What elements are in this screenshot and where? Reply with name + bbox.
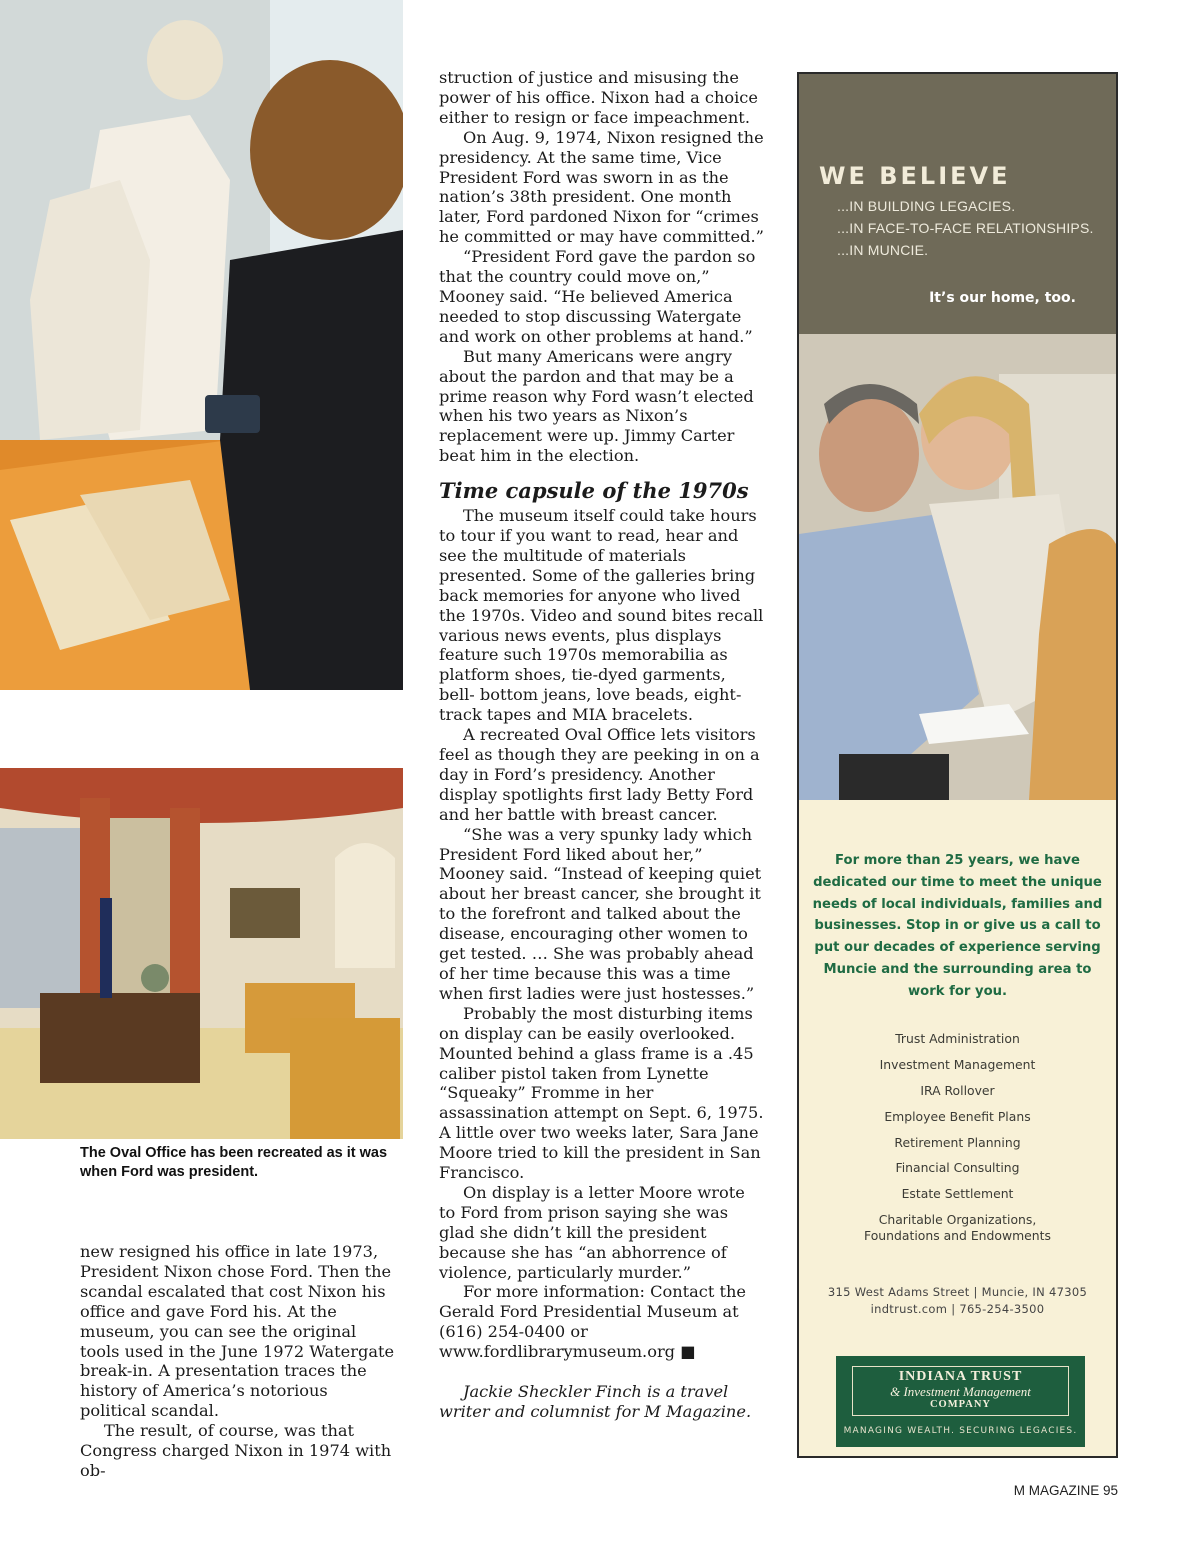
service-item: Foundations and Endowments <box>864 1228 1051 1244</box>
ad-belief-line: ...IN MUNCIE. <box>837 242 929 258</box>
article-paragraph: On Aug. 9, 1974, Nixon resigned the presidency. At the same time, Vice President Ford was sworn in as the nation’s 38th president. One month later, Ford pardoned Nixon for “crimes he committed or may have committed.” <box>439 127 764 247</box>
oval-office-photo <box>0 768 403 1139</box>
ad-info-panel <box>799 800 1116 1456</box>
article-paragraph: struction of justice and misusing the power of his office. Nixon had a choice either to resign or face impeachment. <box>439 68 758 127</box>
section-subhead: Time capsule of the 1970s <box>439 478 749 504</box>
ad-belief-line: ...IN BUILDING LEGACIES. <box>837 198 1016 214</box>
photo-caption: The Oval Office has been recreated as it was when Ford was president. <box>80 1145 388 1180</box>
ad-contact <box>799 1284 1116 1318</box>
page-folio: M MAGAZINE 95 <box>1013 1483 1118 1498</box>
ad-services-list <box>799 1026 1116 1244</box>
service-item-multiline <box>799 1207 1116 1244</box>
service-item: Estate Settlement <box>901 1186 1014 1202</box>
logo-name: INDIANA TRUST <box>898 1369 1023 1384</box>
ad-intro-text: For more than 25 years, we have dedicated our time to meet the unique needs of local individuals, families and businesses. Stop in or give us a call to put our decades of experience serving Muncie and the surrounding area to work for you. <box>812 853 1103 999</box>
oval-office-illustration <box>0 768 403 1139</box>
museum-display-photo <box>0 0 403 690</box>
logo-tagline: MANAGING WEALTH. SECURING LEGACIES. <box>843 1426 1078 1436</box>
service-item: Retirement Planning <box>894 1134 1021 1150</box>
service-item: Investment Management <box>879 1056 1036 1072</box>
article-paragraph: The museum itself could take hours to tour if you want to read, hear and see the multitude of materials presented. Some of the galleries bring back memories for anyone who lived the 1970s. Video and sound bites recall various news events, plus displays feature such 1970s memorabilia as platform shoes, tie-dyed garments, bell- bottom jeans, love beads, eight-track tapes and MIA bracelets. <box>439 506 764 725</box>
article-paragraph: On display is a letter Moore wrote to Ford from prison saying she was glad she didn’t kill the president because she has “an abhorrence of violence, particularly murder.” <box>439 1182 745 1282</box>
article-paragraph: But many Americans were angry about the pardon and that may be a prime reason why Ford wasn’t elected when his two years as Nixon’s replacement were up. Jimmy Carter beat him in the election. <box>439 346 754 466</box>
ad-web-phone-line: indtrust.com | 765-254-3500 <box>870 1302 1045 1316</box>
logo-subtitle: & Investment Management <box>890 1384 1031 1399</box>
article-paragraph: “President Ford gave the pardon so that the country could move on,” Mooney said. “He believed America needed to stop discussing Watergate and work on other problems at hand.” <box>439 247 756 346</box>
article-paragraph: new resigned his office in late 1973, President Nixon chose Ford. Then the scandal escalated that cost Nixon his office and gave Ford his. At the museum, you can see the original tools used in the June 1972 Watergate break-in. A presentation traces the history of America’s notorious political scandal. <box>80 1242 395 1421</box>
ad-photo-panel <box>799 74 1116 800</box>
article-column-middle <box>439 68 764 1422</box>
ad-headline: WE BELIEVE <box>819 162 1011 190</box>
ad-belief-line: ...IN FACE-TO-FACE RELATIONSHIPS. <box>837 220 1094 236</box>
service-item: Trust Administration <box>895 1031 1020 1046</box>
indiana-trust-advertisement <box>797 72 1118 1458</box>
ad-tagline: It’s our home, too. <box>929 290 1076 306</box>
article-paragraph: “She was a very spunky lady which President Ford liked about her,” Mooney said. “Instead of keeping quiet about her breast cancer, she brought it to the forefront and talked about the disease, encouraging other women to get tested. … She was probably ahead of her time because this was a time when first ladies were just hostesses.” <box>439 824 762 1003</box>
article-paragraph: A recreated Oval Office lets visitors feel as though they are peeking in on a day in Ford’s presidency. Another display spotlights first lady Betty Ford and her battle with breast cancer. <box>439 725 760 824</box>
service-item: Financial Consulting <box>895 1160 1020 1176</box>
logo-company: COMPANY <box>929 1399 992 1410</box>
museum-display-illustration <box>0 0 403 690</box>
article-paragraph: For more information: Contact the Gerald Ford Presidential Museum at (616) 254-0400 or www.fordlibrarymuseum.org ■ <box>439 1282 747 1362</box>
service-item: Charitable Organizations, <box>878 1212 1037 1228</box>
indiana-trust-logo <box>836 1356 1085 1447</box>
article-paragraph: The result, of course, was that Congress charged Nixon in 1974 with ob- <box>80 1421 392 1480</box>
ad-address-line: 315 West Adams Street | Muncie, IN 47305 <box>827 1285 1088 1299</box>
service-item: Employee Benefit Plans <box>884 1108 1031 1124</box>
service-item: IRA Rollover <box>920 1082 995 1098</box>
article-column-left <box>80 1242 395 1481</box>
article-paragraph: Probably the most disturbing items on display can be easily overlooked. Mounted behind a glass frame is a .45 caliber pistol taken from Lynette “Squeaky” Fromme in her assassination attempt on Sept. 6, 1975. A little over two weeks later, Sara Jane Moore tried to kill the president in San Francisco. <box>439 1003 764 1183</box>
logo-frame <box>852 1366 1069 1416</box>
author-bio: Jackie Sheckler Finch is a travel writer and columnist for M Magazine. <box>439 1382 752 1421</box>
